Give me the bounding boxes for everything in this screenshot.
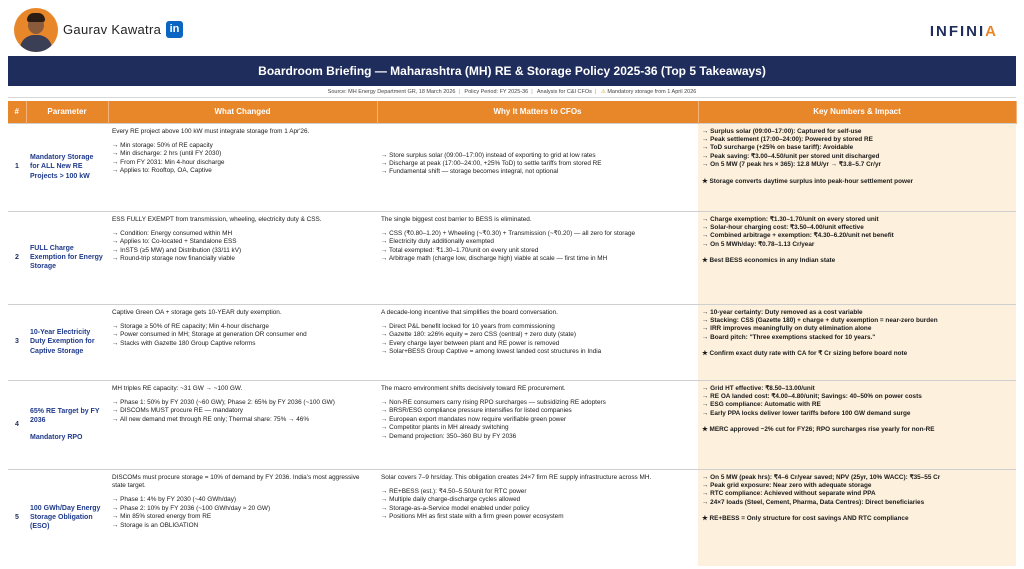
key-number-point: → Peak settlement (17:00–24:00): Powered by stored RE (702, 135, 873, 143)
what-changed-intro: MH triples RE capacity: ~31 GW → ~100 GW. (112, 384, 243, 392)
what-changed-cell (108, 211, 377, 304)
row-parameter (26, 304, 108, 380)
why-it-matters-point: → RE+BESS (est.): ₹4.50–5.50/unit for RTC power (381, 487, 527, 495)
row-number: 5 (8, 469, 26, 566)
why-it-matters-point: → Discharge at peak (17:00–24:00, +25% ToD) to settle tariffs from stored RE (381, 159, 602, 167)
row-parameter (26, 469, 108, 566)
what-changed-cell (108, 380, 377, 469)
key-number-point: → Charge exemption: ₹1.30–1.70/unit on every stored unit (702, 215, 879, 223)
what-changed-intro: DISCOMs must procure storage = 10% of demand by FY 2036. India's most aggressive state target. (112, 473, 360, 489)
why-it-matters-intro: The single biggest cost barrier to BESS is eliminated. (381, 215, 532, 223)
key-numbers-cell (698, 469, 1016, 566)
key-numbers-cell (698, 211, 1016, 304)
key-number-point: → 24×7 loads (Steel, Cement, Pharma, Data Centres): Direct beneficiaries (702, 498, 925, 506)
row-parameter (26, 123, 108, 211)
table-row (8, 469, 1016, 566)
table-row (8, 380, 1016, 469)
key-number-point: → On 5 MW (7 peak hrs × 365): 12.8 MU/yr → ₹3.8–5.7 Cr/yr (702, 161, 881, 169)
key-number-point: → 10-year certainty: Duty removed as a cost variable (702, 308, 863, 316)
key-numbers-cell (698, 304, 1016, 380)
why-it-matters-point: → Direct P&L benefit locked for 10 years from commissioning (381, 322, 555, 330)
col-header-num: # (8, 101, 26, 123)
key-number-point: → Grid HT effective: ₹8.50–13.00/unit (702, 384, 815, 392)
what-changed-point: → Min discharge: 2 hrs (until FY 2030) (112, 150, 222, 158)
col-header-why-it-matters: Why It Matters to CFOs (377, 101, 698, 123)
what-changed-point: → InSTS (≥5 MW) and Distribution (33/11 kV) (112, 246, 242, 254)
why-it-matters-point: → Storage-as-a-Service model enabled under policy (381, 504, 530, 512)
key-number-point: → On 5 MWh/day: ₹0.78–1.13 Cr/year (702, 240, 815, 248)
source-line: Source: MH Energy Department GR, 18 March 2026 | Policy Period: FY 2025-36 | Analysis for C&I CFOs | ⚠ Mandatory storage from 1 April 2026 (8, 87, 1016, 98)
note-text: Mandatory storage from 1 April 2026 (607, 89, 697, 95)
why-it-matters-cell (377, 469, 698, 566)
why-it-matters-point: → Every charge layer between plant and RE power is removed (381, 339, 560, 347)
what-changed-intro: Captive Green OA + storage gets 10-YEAR duty exemption. (112, 308, 282, 316)
why-it-matters-point: → European export mandates now require verifiable green power (381, 415, 567, 423)
page-header (0, 0, 1024, 56)
what-changed-point: → Phase 2: 10% by FY 2036 (~100 GWh/day ≈ 20 GW) (112, 504, 271, 512)
row-number: 2 (8, 211, 26, 304)
row-parameter (26, 211, 108, 304)
why-it-matters-cell (377, 123, 698, 211)
why-it-matters-cell (377, 304, 698, 380)
key-number-point: → RE OA landed cost: ₹4.00–4.80/unit; Savings: 40–50% on power costs (702, 392, 922, 400)
why-it-matters-intro: Solar covers 7–9 hrs/day. This obligation creates 24×7 firm RE supply infrastructure across MH. (381, 473, 652, 481)
key-number-point: → Solar-hour charging cost: ₹3.50–4.00/unit effective (702, 223, 864, 231)
what-changed-point: → Storage ≥ 50% of RE capacity; Min 4-hour discharge (112, 322, 269, 330)
why-it-matters-point: → Electricity duty additionally exempted (381, 238, 494, 246)
why-it-matters-point: → Multiple daily charge-discharge cycles allowed (381, 496, 521, 504)
why-it-matters-point: → Gazette 180: ≥26% equity = zero CSS (central) + zero duty (state) (381, 331, 576, 339)
why-it-matters-intro: A decade-long incentive that simplifies the board conversation. (381, 308, 558, 316)
parameter-subtitle: Mandatory RPO (30, 434, 83, 442)
key-numbers-cell (698, 123, 1016, 211)
key-number-point: → On 5 MW (peak hrs): ₹4–6 Cr/year saved; NPV (25yr, 10% WACC): ₹35–55 Cr (702, 473, 941, 481)
key-highlight: ★ RE+BESS = Only structure for cost savings AND RTC compliance (702, 515, 909, 523)
page-title: Boardroom Briefing — Maharashtra (MH) RE & Storage Policy 2025-36 (Top 5 Takeaways) (8, 56, 1016, 86)
why-it-matters-point: → Positions MH as first state with a firm green power ecosystem (381, 513, 564, 521)
parameter-title: 65% RE Target by FY 2036 (30, 407, 100, 424)
key-number-point: → RTC compliance: Achieved without separate wind PPA (702, 490, 876, 498)
why-it-matters-point: → Solar+BESS Group Captive = among lowest landed cost structures in India (381, 348, 602, 356)
what-changed-cell (108, 304, 377, 380)
why-it-matters-point: → Non-RE consumers carry rising RPO surcharges — subsidizing RE adopters (381, 398, 606, 406)
source-text: Source: MH Energy Department GR, 18 March 2026 (327, 89, 456, 95)
why-it-matters-point: → Arbitrage math (charge low, discharge high) viable at scale — first time in MH (381, 255, 608, 263)
key-highlight: ★ Confirm exact duty rate with CA for ₹ Cr sizing before board note (702, 350, 908, 358)
parameter-title: 10-Year Electricity Duty Exemption for Captive Storage (30, 329, 95, 355)
table-header-row (8, 101, 1016, 123)
what-changed-cell (108, 469, 377, 566)
what-changed-intro: ESS FULLY EXEMPT from transmission, wheeling, electricity duty & CSS. (112, 215, 322, 223)
why-it-matters-point: → BRSR/ESG compliance pressure intensifies for listed companies (381, 407, 572, 415)
takeaways-table (8, 101, 1017, 566)
what-changed-point: → Condition: Energy consumed within MH (112, 229, 233, 237)
what-changed-point: → Stacks with Gazette 180 Group Captive reforms (112, 339, 256, 347)
what-changed-point: → All new demand met through RE only; Thermal share: 75% → 46% (112, 415, 310, 423)
key-number-point: → Peak saving: ₹3.00–4.50/unit per stored unit discharged (702, 152, 880, 160)
what-changed-point: → DISCOMs MUST procure RE — mandatory (112, 407, 243, 415)
parameter-title: 100 GWh/Day Energy Storage Obligation (ESO) (30, 504, 101, 531)
table-row (8, 123, 1016, 211)
key-highlight: ★ Storage converts daytime surplus into peak-hour settlement power (702, 177, 913, 185)
key-number-point: → ToD surcharge (+25% on base tariff): Avoidable (702, 144, 854, 152)
row-parameter (26, 380, 108, 469)
key-highlight: ★ MERC approved ~2% cut for FY26; RPO surcharges rise yearly for non-RE (702, 426, 935, 434)
warning-icon: ⚠ (600, 89, 606, 95)
row-number: 4 (8, 380, 26, 469)
what-changed-point: → Storage is an OBLIGATION (112, 521, 199, 529)
period-text: Policy Period: FY 2025-36 (464, 89, 529, 95)
company-logo: INFINIA (929, 23, 998, 40)
key-number-point: → IRR improves meaningfully on duty elimination alone (702, 325, 872, 333)
what-changed-point: → Phase 1: 4% by FY 2030 (~40 GWh/day) (112, 496, 237, 504)
why-it-matters-point: → Fundamental shift — storage becomes integral, not optional (381, 168, 559, 176)
key-number-point: → ESG compliance: Automatic with RE (702, 401, 821, 409)
row-number: 1 (8, 123, 26, 211)
key-number-point: → Stacking: CSS (Gazette 180) + charge + duty exemption = near-zero burden (702, 316, 938, 324)
what-changed-point: → Phase 1: 50% by FY 2030 (~60 GW); Phase 2: 65% by FY 2036 (~100 GW) (112, 398, 335, 406)
linkedin-icon[interactable]: in (166, 21, 183, 38)
key-numbers-cell (698, 380, 1016, 469)
why-it-matters-cell (377, 380, 698, 469)
parameter-title: Mandatory Storage for ALL New RE Projects > 100 kW (30, 154, 94, 180)
what-changed-point: → Power consumed in MH; Storage at generation OR consumer end (112, 331, 307, 339)
key-number-point: → Board pitch: "Three exemptions stacked for 10 years." (702, 333, 876, 341)
author-avatar (14, 8, 58, 52)
what-changed-point: → Min storage: 50% of RE capacity (112, 141, 213, 149)
parameter-title: FULL Charge Exemption for Energy Storage (30, 244, 103, 271)
table-row (8, 211, 1016, 304)
what-changed-point: → From FY 2031: Min 4-hour discharge (112, 158, 225, 166)
why-it-matters-cell (377, 211, 698, 304)
what-changed-point: → Applies to: Co-located + Standalone ESS (112, 238, 237, 246)
what-changed-point: → Round-trip storage now financially viable (112, 255, 235, 263)
row-number: 3 (8, 304, 26, 380)
why-it-matters-point: → Total exempted: ₹1.30–1.70/unit on every unit stored (381, 246, 539, 254)
why-it-matters-intro: The macro environment shifts decisively toward RE procurement. (381, 384, 566, 392)
what-changed-intro: Every RE project above 100 kW must integrate storage from 1 Apr'26. (112, 127, 310, 135)
what-changed-point: → Min 85% stored energy from RE (112, 513, 212, 521)
key-number-point: → Surplus solar (09:00–17:00): Captured for self-use (702, 127, 862, 135)
col-header-what-changed: What Changed (108, 101, 377, 123)
why-it-matters-point: → Store surplus solar (09:00–17:00) instead of exporting to grid at low rates (381, 151, 596, 159)
why-it-matters-point: → CSS (₹0.80–1.20) + Wheeling (~₹0.30) + Transmission (~₹0.20) — all zero for storage (381, 229, 636, 237)
what-changed-cell (108, 123, 377, 211)
what-changed-point: → Applies to: Rooftop, OA, Captive (112, 167, 212, 175)
why-it-matters-point: → Demand projection: 350–360 BU by FY 2036 (381, 432, 517, 440)
table-row (8, 304, 1016, 380)
key-highlight: ★ Best BESS economics in any Indian state (702, 257, 836, 265)
key-number-point: → Early PPA locks deliver lower tariffs before 100 GW demand surge (702, 409, 911, 417)
key-number-point: → Peak grid exposure: Near zero with adequate storage (702, 481, 872, 489)
col-header-parameter: Parameter (26, 101, 108, 123)
why-it-matters-point: → Competitor plants in MH already switching (381, 424, 509, 432)
col-header-key-numbers: Key Numbers & Impact (698, 101, 1016, 123)
key-number-point: → Combined arbitrage + exemption: ₹4.30–6.20/unit net benefit (702, 232, 894, 240)
analysis-text: Analysis for C&I CFOs (536, 89, 592, 95)
author-name: Gaurav Kawatra (63, 22, 162, 37)
